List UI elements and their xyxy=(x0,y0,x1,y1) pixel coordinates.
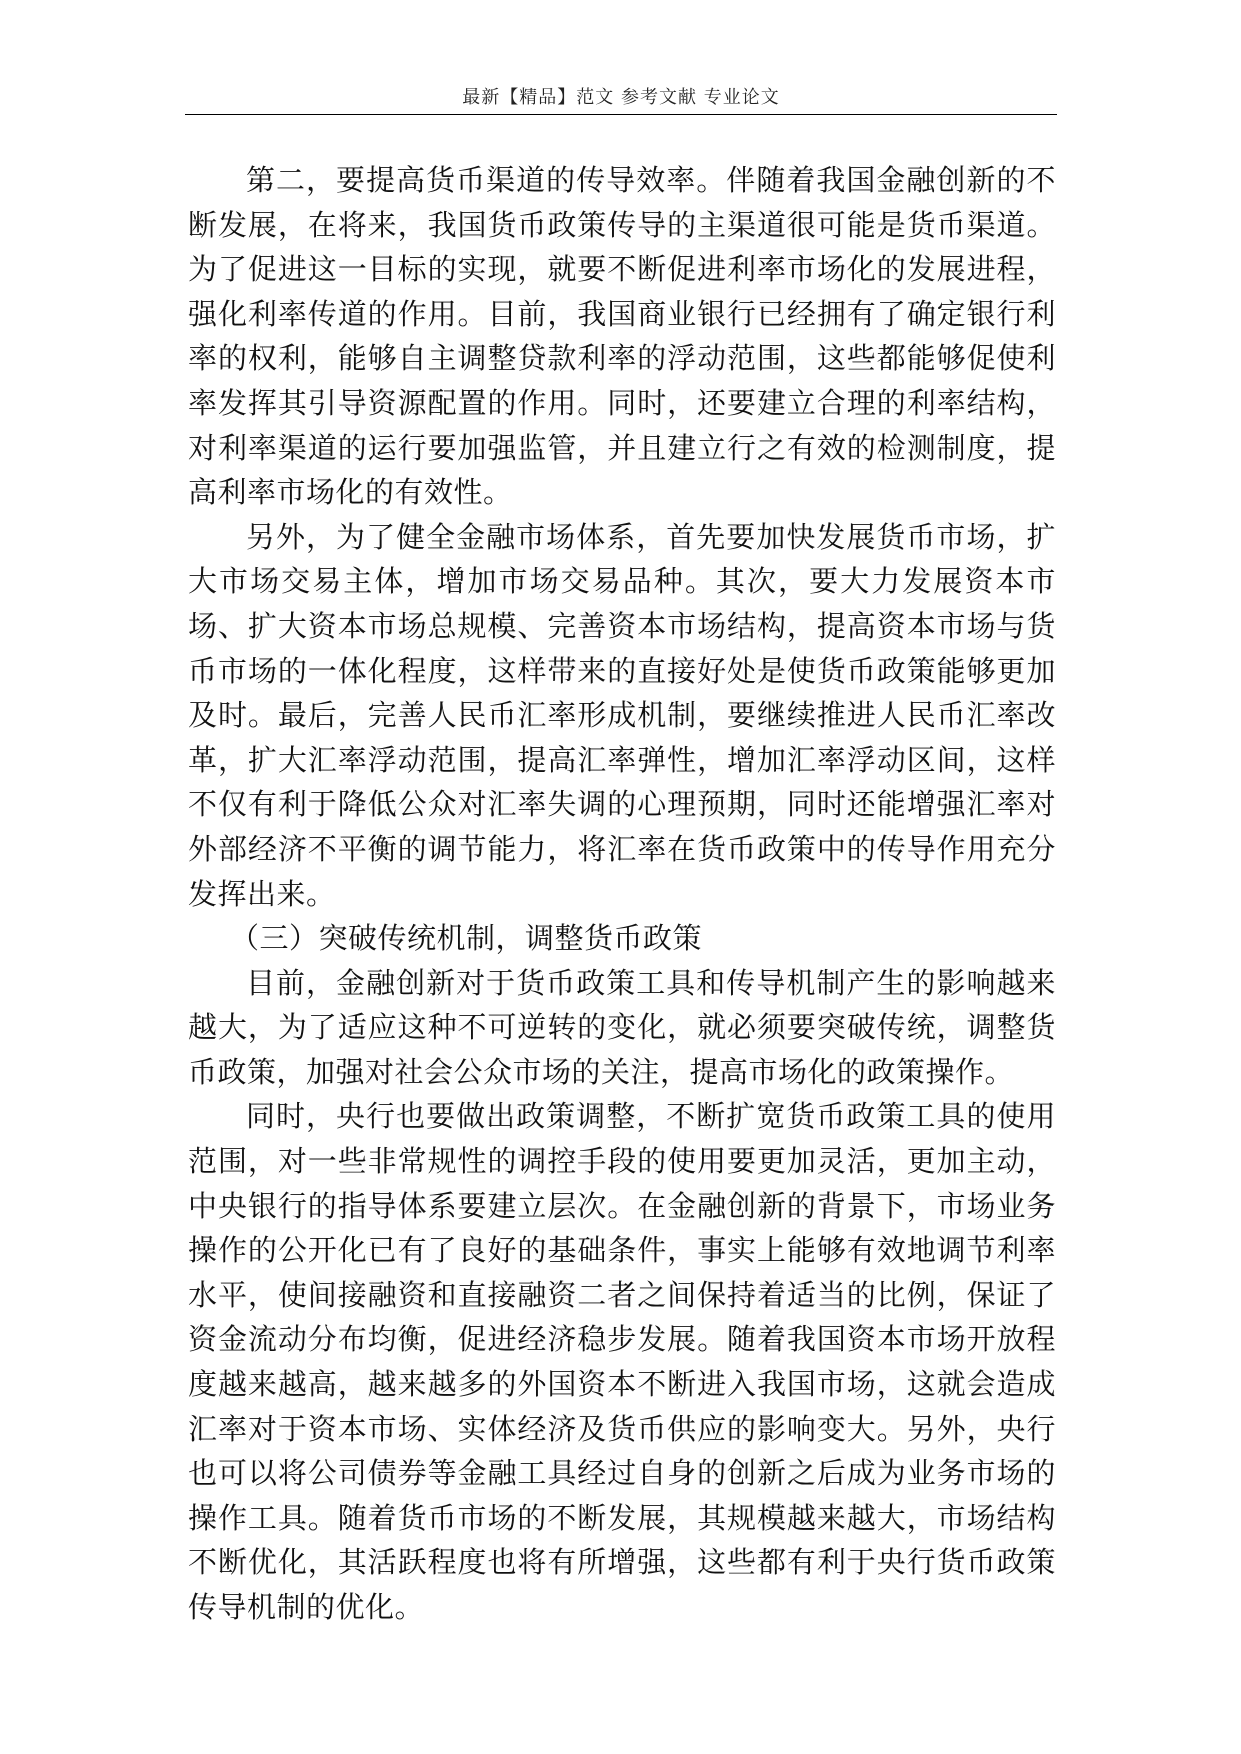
header-divider xyxy=(185,114,1057,115)
paragraph-currency-channel: 第二，要提高货币渠道的传导效率。伴随着我国金融创新的不断发展，在将来，我国货币政策传导的主渠道很可能是货币渠道。为了促进这一目标的实现，就要不断促进利率市场化的发展进程，强化利率传道的作用。目前，我国商业银行已经拥有了确定银行利率的权利，能够自主调整贷款利率的浮动范围，这些都能够促使利率发挥其引导资源配置的作用。同时，还要建立合理的利率结构，对利率渠道的运行要加强监管，并且建立行之有效的检测制度，提高利率市场化的有效性。 xyxy=(188,163,1056,510)
section-heading: （三）突破传统机制，调整货币政策 xyxy=(230,921,703,956)
paragraph-break-tradition: 目前，金融创新对于货币政策工具和传导机制产生的影响越来越大，为了适应这种不可逆转的变化，就必须要突破传统，调整货币政策，加强对社会公众市场的关注，提高市场化的政策操作。 xyxy=(188,965,1056,1089)
paragraph-financial-market-system: 另外，为了健全金融市场体系，首先要加快发展货币市场，扩大市场交易主体，增加市场交易品种。其次，要大力发展资本市场、扩大资本市场总规模、完善资本市场结构，提高资本市场与货币市场的一体化程度，这样带来的直接好处是使货币政策能够更加及时。最后，完善人民币汇率形成机制，要继续推进人民币汇率改革，扩大汇率浮动范围，提高汇率弹性，增加汇率浮动区间，这样不仅有利于降低公众对汇率失调的心理预期，同时还能增强汇率对外部经济不平衡的调节能力，将汇率在货币政策中的传导作用充分发挥出来。 xyxy=(188,519,1056,911)
page-header: 最新【精品】范文 参考文献 专业论文 xyxy=(462,87,780,108)
document-body xyxy=(188,158,1056,1630)
paragraph-central-bank-adjustment: 同时，央行也要做出政策调整，不断扩宽货币政策工具的使用范围，对一些非常规性的调控手段的使用要更加灵活，更加主动，中央银行的指导体系要建立层次。在金融创新的背景下，市场业务操作的公开化已有了良好的基础条件，事实上能够有效地调节利率水平，使间接融资和直接融资二者之间保持着适当的比例，保证了资金流动分布均衡，促进经济稳步发展。随着我国资本市场开放程度越来越高，越来越多的外国资本不断进入我国市场，这就会造成汇率对于资本市场、实体经济及货币供应的影响变大。另外，央行也可以将公司债券等金融工具经过自身的创新之后成为业务市场的操作工具。随着货币市场的不断发展，其规模越来越大，市场结构不断优化，其活跃程度也将有所增强，这些都有利于央行货币政策传导机制的优化。 xyxy=(188,1099,1056,1624)
